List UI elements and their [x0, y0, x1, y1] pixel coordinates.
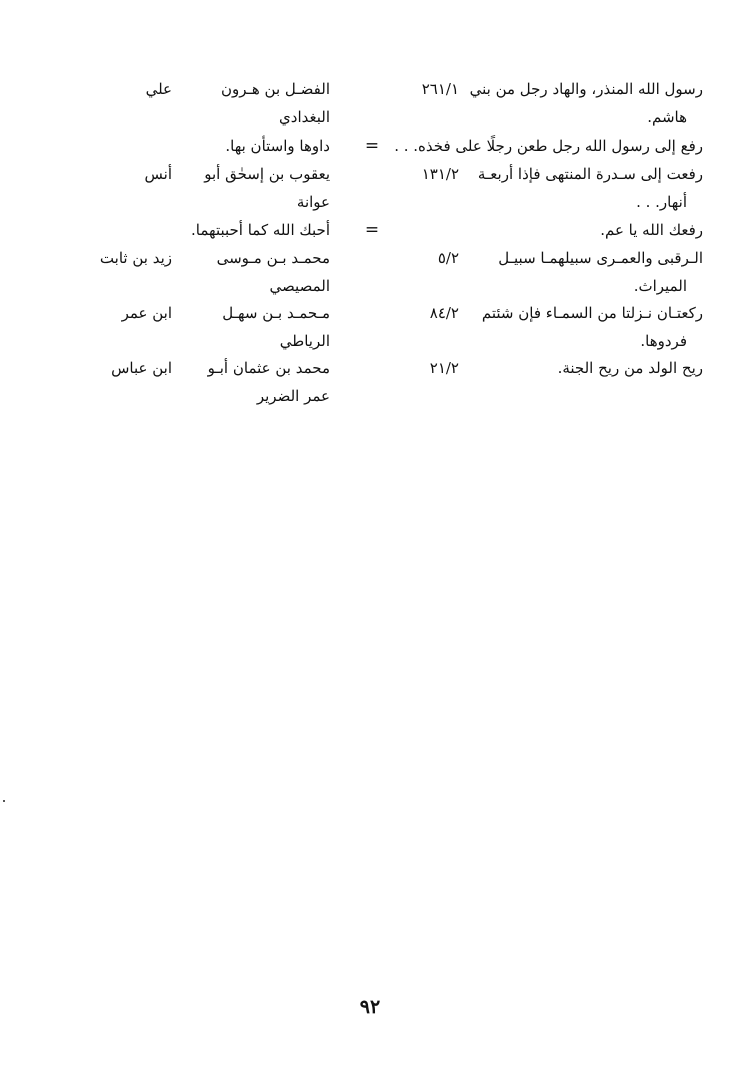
hadith-text-continued: أنهار. . .: [636, 193, 687, 211]
hadith-text-continued: فردوها.: [640, 332, 687, 350]
repeat-marker: =: [364, 136, 380, 156]
narrator-name: الفضـل بن هـرون: [220, 80, 330, 98]
hadith-text-continued: هاشم.: [647, 108, 687, 126]
hadith-text: الـرقبى والعمـرى سبيلهمـا سبيـل: [498, 249, 703, 267]
narrator-name-continued: عوانة: [296, 193, 330, 211]
companion-name: علي: [145, 80, 172, 98]
narrator-name: يعقوب بن إسحٰق أبو: [204, 165, 330, 183]
narrator-name-continued: البغدادي: [279, 108, 330, 126]
narrator-name: محمد بن عثمان أبـو: [207, 359, 330, 377]
hadith-text: ريح الولد من ريح الجنة.: [557, 359, 703, 377]
narrator-name-continued: الرياطي: [279, 332, 330, 350]
companion-name: أنس: [144, 165, 172, 183]
companion-name: زيد بن ثابت: [99, 249, 172, 267]
narrator-name: مـحمـد بـن سهـل: [222, 304, 330, 322]
index-entry: [0, 75, 739, 133]
reference-number: ١٣١/٢: [421, 165, 459, 183]
hadith-text: رسول الله المنذر، والهاد رجل من بني: [469, 80, 703, 98]
hadith-text: رفع إلى رسول الله رجل طعن رجلًا على فخذه. . .: [394, 137, 703, 155]
reference-number: ٥/٢: [437, 249, 459, 267]
scan-speck: [3, 800, 5, 802]
repeat-marker: =: [364, 220, 380, 240]
hadith-text-continued: الميراث.: [633, 277, 687, 295]
narrator-name-continued: عمر الضرير: [256, 387, 330, 405]
hadith-text: رفعك الله يا عم.: [600, 221, 703, 239]
narrator-name-continued: المصيصي: [269, 277, 330, 295]
reference-number: ٨٤/٢: [429, 304, 459, 322]
page-number: ٩٢: [359, 996, 381, 1018]
reference-number: ٢١/٢: [429, 359, 459, 377]
companion-name: ابن عمر: [121, 304, 172, 322]
index-entry: [0, 244, 739, 302]
reference-number: ٢٦١/١: [421, 80, 459, 98]
hadith-text: رفعت إلى سـدرة المنتهى فإذا أربعـة: [477, 165, 703, 183]
index-entry: [0, 299, 739, 357]
index-entry: [0, 160, 739, 218]
hadith-text: ركعتـان نـزلتا من السمـاء فإن شئتم: [481, 304, 703, 322]
companion-name: ابن عباس: [111, 359, 172, 377]
narrator-name: محمـد بـن مـوسى: [216, 249, 330, 267]
index-entry: [0, 354, 739, 412]
narrator-name: داوها واستأن بها.: [225, 137, 330, 155]
narrator-name: أحبك الله كما أحببتهما.: [191, 221, 330, 239]
